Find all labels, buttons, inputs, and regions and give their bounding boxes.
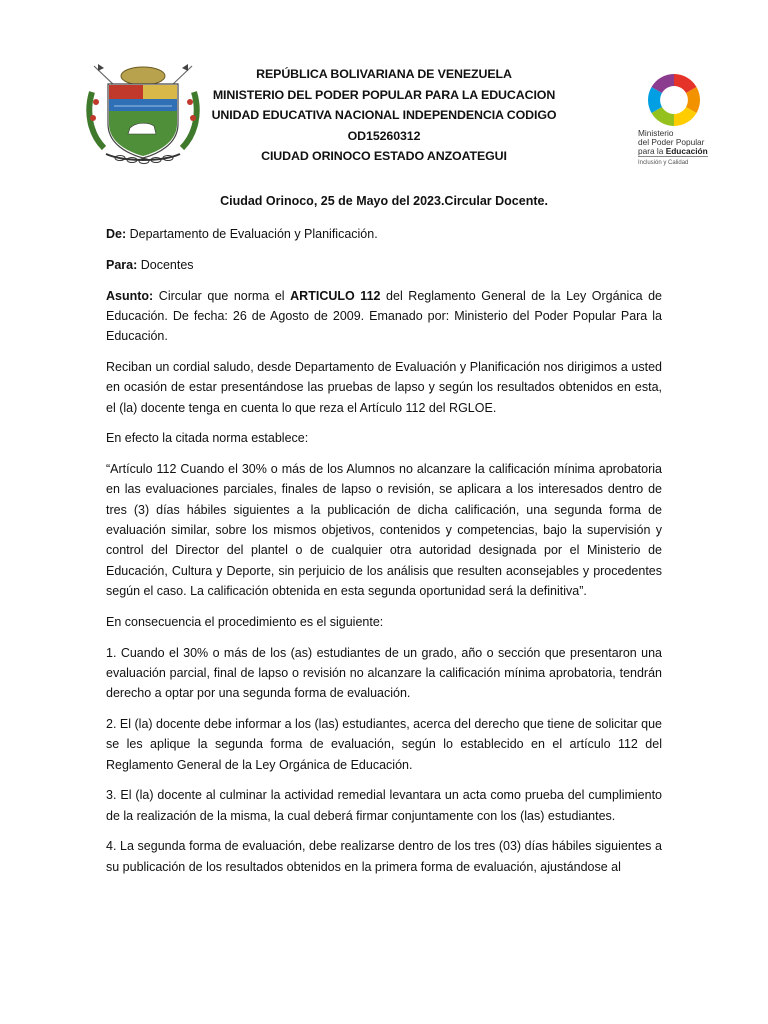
procedure-item: 3. El (la) docente al culminar la actividad remedial levantara un acta como prueba del cumplimiento de la realización de la misma, la cual deberá firmar conjuntamente con los (las) estudiantes. [106,788,662,823]
quoted-article: “Artículo 112 Cuando el 30% o más de los Alumnos no alcanzare la calificación mínima aprobatoria en las evaluaciones parciales, finales de lapso o revisión, se aplicara a los interesados dentro de tres (3) días hábiles siguientes a la publicación de dicha calificación, una segunda forma de evaluación similar, sobre los mismos objetivos, contenidos y competencias, bajo la supervisión y control del Director del plantel o de cualquier otra autoridad designada por el Ministerio de Educación, Cultura y Deporte, sin perjuicio de los análisis que resulten aconsejables y procedentes según el caso. La calificación obtenida en esta segunda oportunidad será la definitiva”. [106,462,662,598]
circular-body [106,224,662,888]
ministry-logo [628,72,720,172]
ministry-logo-text: Ministerio del Poder Popular para la Educación [638,128,708,156]
procedure-item: 4. La segunda forma de evaluación, debe realizarse dentro de los tres (03) días hábiles siguientes a su publicación de los resultados obtenidos en la primera forma de evaluación, ajustándose al [106,839,662,874]
logo-divider [638,156,708,157]
procedure-item: 2. El (la) docente debe informar a los (las) estudiantes, acerca del derecho que tiene de solicitar que se les aplique la segunda forma de evaluación, según lo establecido en el artículo 112 del Reglamento General de la Ley Orgánica de Educación. [106,716,662,772]
from-field: De: Departamento de Evaluación y Planificación. [106,227,378,241]
to-field: Para: Docentes [106,257,194,272]
procedure-item: 1. Cuando el 30% o más de los (as) estudiantes de un grado, año o sección que presentaron una evaluación parcial, final de lapso o revisión no alcanzare la calificación mínima aprobatoria, tendrán derecho a optar por una segunda forma de evaluación. [106,645,662,701]
paragraph: Reciban un cordial saludo, desde Departamento de Evaluación y Planificación nos dirigimos a usted en ocasión de estar presentándose las pruebas de lapso y según los resultados obtenidos en esta, el (la) docente tenga en cuenta lo que reza el Artículo 112 del RGLOE. [106,359,662,415]
letterhead [190,64,578,167]
letterhead-line: MINISTERIO DEL PODER POPULAR PARA LA EDUCACION [212,87,556,102]
paragraph: En consecuencia el procedimiento es el siguiente: [106,614,384,629]
letterhead-line: UNIDAD EDUCATIVA NACIONAL INDEPENDENCIA CODIGO OD15260312 [211,108,557,143]
paragraph: En efecto la citada norma establece: [106,431,309,446]
letterhead-line: REPÚBLICA BOLIVARIANA DE VENEZUELA [256,67,512,81]
ministry-tagline: Inclusión y Calidad [638,160,689,166]
subject-field: Asunto: Circular que norma el ARTICULO 112 del Reglamento General de la Ley Orgánica de Educación. De fecha: 26 de Agosto de 2009. Emanado por: Ministerio del Poder Popular Para la Educación. [106,288,662,344]
coat-of-arms-logo [84,62,202,166]
date-line: Ciudad Orinoco, 25 de Mayo del 2023.Circular Docente. [220,194,548,208]
letterhead-line: CIUDAD ORINOCO ESTADO ANZOATEGUI [261,149,507,163]
